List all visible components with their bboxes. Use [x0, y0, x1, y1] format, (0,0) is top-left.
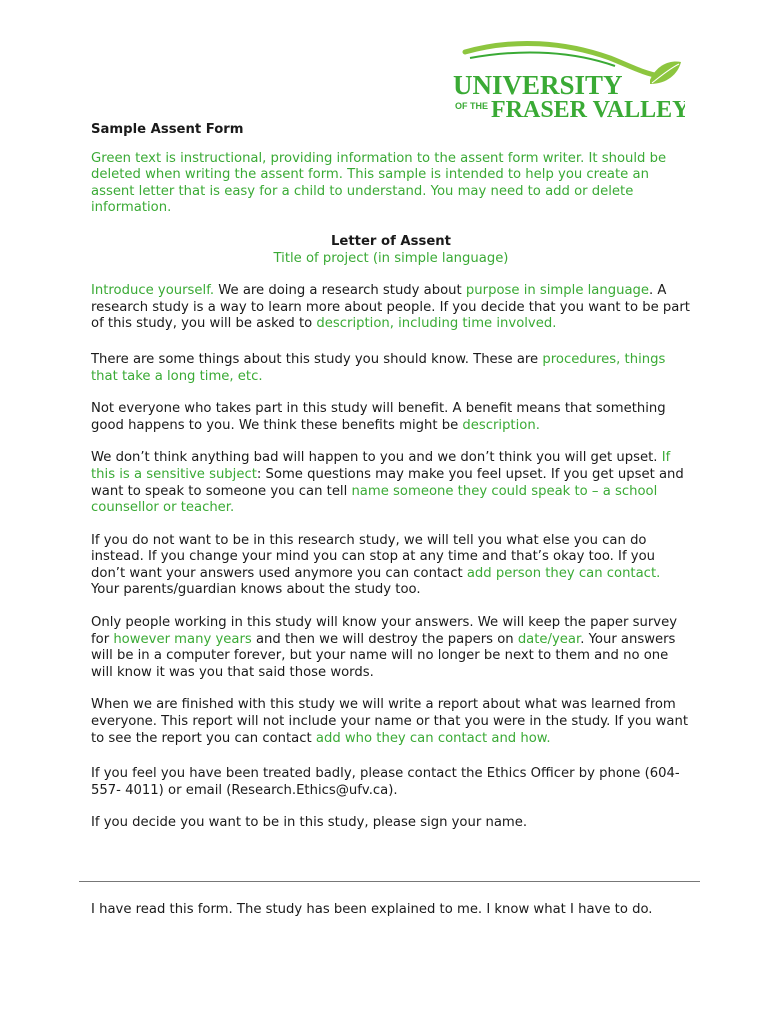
procedures-instruction: procedures, things that take a long time, etc.	[91, 351, 666, 384]
purpose-instruction: purpose in simple language	[465, 283, 650, 299]
leaf-swoosh-icon	[445, 40, 685, 125]
document-body	[91, 122, 691, 832]
description-instruction: description, including time involved.	[316, 316, 557, 332]
date-instruction: date/year	[517, 631, 581, 647]
benefits-instruction: description.	[462, 417, 540, 433]
withdraw-text: If you do not want to be in this research study, we will tell you what else you can do instead. If you change your mind you can stop at any time and that’s okay too. If you don’t want your answers used anymore you can contact	[91, 532, 656, 581]
paragraph-risks	[91, 450, 691, 516]
signature-divider	[79, 881, 700, 882]
paragraph-privacy	[91, 615, 691, 681]
paragraph-intro	[91, 283, 691, 333]
risks-text-2: : Some questions may make you feel upset. If you get upset and want to speak to someone you can tell	[91, 466, 684, 499]
paragraph-benefits	[91, 401, 691, 434]
years-instruction: however many years	[113, 631, 252, 647]
paragraph-sign: If you decide you want to be in this study, please sign your name.	[91, 815, 528, 831]
report-text: When we are finished with this study we will write a report about what was learned from everyone. This report will not include your name or that you were in the study. If you want to see the report you can contact	[91, 697, 689, 746]
paragraph-ethics: If you feel you have been treated badly, please contact the Ethics Officer by phone (604-557- 4011) or email (Research.Ethics@ufv.ca).	[91, 766, 680, 798]
privacy-text: Only people working in this study will know your answers. We will keep the paper survey for	[91, 615, 678, 647]
intro-text-2: . A research study is a way to learn more about people. If you decide that you want to be part of this study, you will be asked to	[91, 283, 690, 332]
contact-instruction: add person they can contact.	[466, 565, 661, 581]
benefits-text: Not everyone who takes part in this study will benefit. A benefit means that something good happens to you. We think these benefits might be	[91, 401, 666, 433]
privacy-text-2: and then we will destroy the papers on	[251, 631, 518, 647]
paragraph-consent: I have read this form. The study has been explained to me. I know what I have to do.	[91, 902, 653, 917]
privacy-text-3: . Your answers will be in a computer forever, but your name will no longer be next to them and no one will know it was you that said those words.	[91, 631, 676, 680]
counsellor-instruction: name someone they could speak to – a school counsellor or teacher.	[91, 483, 658, 516]
report-contact-instruction: add who they can contact and how.	[315, 730, 551, 746]
procedures-text: There are some things about this study you should know. These are	[91, 351, 543, 367]
paragraph-withdraw	[91, 533, 691, 599]
instructions: Green text is instructional, providing information to the assent form writer. It should be deleted when writing the assent form. This sample is intended to help you create an assent letter that is easy for a child to understand. You may need to add or delete information.	[91, 150, 667, 216]
sensitive-instruction: If this is a sensitive subject	[91, 450, 671, 482]
logo-fraser-valley-text: FRASER VALLEY	[491, 97, 685, 123]
paragraph-procedures	[91, 352, 691, 385]
letter-heading: Letter of Assent	[331, 233, 451, 249]
paragraph-report	[91, 697, 691, 747]
logo-of-the-text: OF THE	[455, 101, 488, 111]
intro-instruction: Introduce yourself.	[91, 283, 215, 299]
intro-text: We are doing a research study about	[214, 283, 466, 299]
university-logo	[445, 40, 685, 125]
withdraw-text-2: Your parents/guardian knows about the study too.	[91, 582, 421, 598]
logo-university-text: UNIVERSITY	[453, 70, 623, 100]
form-title: Sample Assent Form	[91, 122, 244, 137]
risks-text: We don’t think anything bad will happen to you and we don’t think you will get upset.	[91, 450, 662, 466]
project-title: Title of project (in simple language)	[273, 250, 509, 266]
